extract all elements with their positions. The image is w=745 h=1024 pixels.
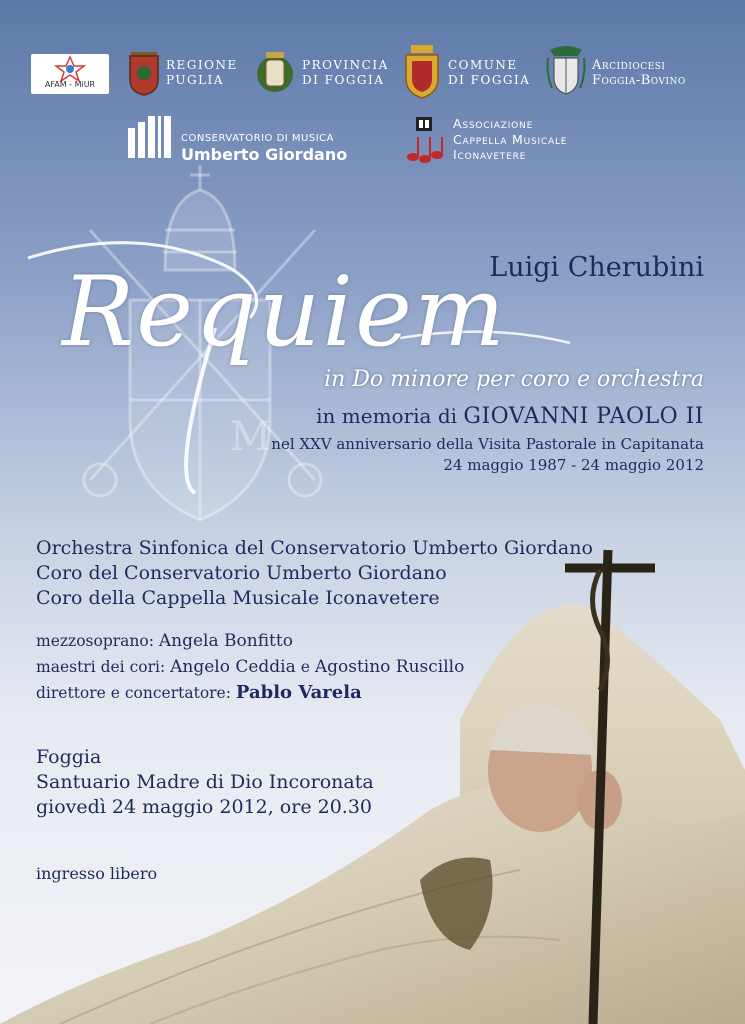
anniversary-dates: 24 maggio 1987 - 24 maggio 2012 xyxy=(443,456,704,474)
comune-foggia-label: COMUNE DI FOGGIA xyxy=(448,58,531,87)
venue-datetime: giovedì 24 maggio 2012, ore 20.30 xyxy=(36,796,373,818)
comune-foggia-crest-icon xyxy=(403,43,441,99)
cast-maestri: maestri dei cori: Angelo Ceddia e Agostino Ruscillo xyxy=(36,657,465,677)
memoria-name: GIOVANNI PAOLO II xyxy=(463,404,704,429)
work-title: Requiem xyxy=(62,256,507,368)
admission-note: ingresso libero xyxy=(36,864,158,883)
regione-puglia-label: REGIONE PUGLIA xyxy=(166,58,238,87)
regione-puglia-shield-icon xyxy=(127,46,161,96)
arcidiocesi-crest-icon xyxy=(546,44,586,98)
performer-item: Orchestra Sinfonica del Conservatorio Umberto Giordano xyxy=(36,537,593,559)
afam-miur-logo xyxy=(31,54,109,94)
afam-label: AFAM - MiUR xyxy=(44,80,96,89)
performer-item: Coro del Conservatorio Umberto Giordano xyxy=(36,562,447,584)
star-icon xyxy=(31,54,109,82)
cappella-music-notes-icon xyxy=(404,115,444,165)
cast-direttore: direttore e concertatore: Pablo Varela xyxy=(36,682,362,703)
provincia-foggia-crest-icon xyxy=(254,46,296,98)
performer-item: Coro della Cappella Musicale Iconavetere xyxy=(36,587,440,609)
conservatorio-piano-keys-icon xyxy=(126,114,172,160)
anniversary-line: nel XXV anniversario della Visita Pastorale in Capitanata xyxy=(271,435,704,453)
work-subtitle: in Do minore per coro e orchestra xyxy=(324,367,704,392)
memoria-prefix: in memoria di xyxy=(316,404,458,428)
venue-place: Santuario Madre di Dio Incoronata xyxy=(36,771,374,793)
cast-list xyxy=(36,628,464,706)
provincia-foggia-label: PROVINCIA DI FOGGIA xyxy=(302,58,389,87)
cast-mezzo: mezzosoprano: Angela Bonfitto xyxy=(36,631,293,651)
arcidiocesi-label: Arcidiocesi Foggia-Bovino xyxy=(592,58,686,88)
cappella-label: Associazione Cappella Musicale Iconavetere xyxy=(453,116,568,162)
composer-name: Luigi Cherubini xyxy=(489,252,704,283)
venue-block xyxy=(36,745,374,820)
venue-city: Foggia xyxy=(36,746,102,768)
memoria-line xyxy=(316,404,704,429)
performers-list xyxy=(36,536,593,611)
svg-text:M: M xyxy=(230,414,271,460)
conservatorio-label: CONSERVATORIO DI MUSICA Umberto Giordano xyxy=(181,133,348,164)
